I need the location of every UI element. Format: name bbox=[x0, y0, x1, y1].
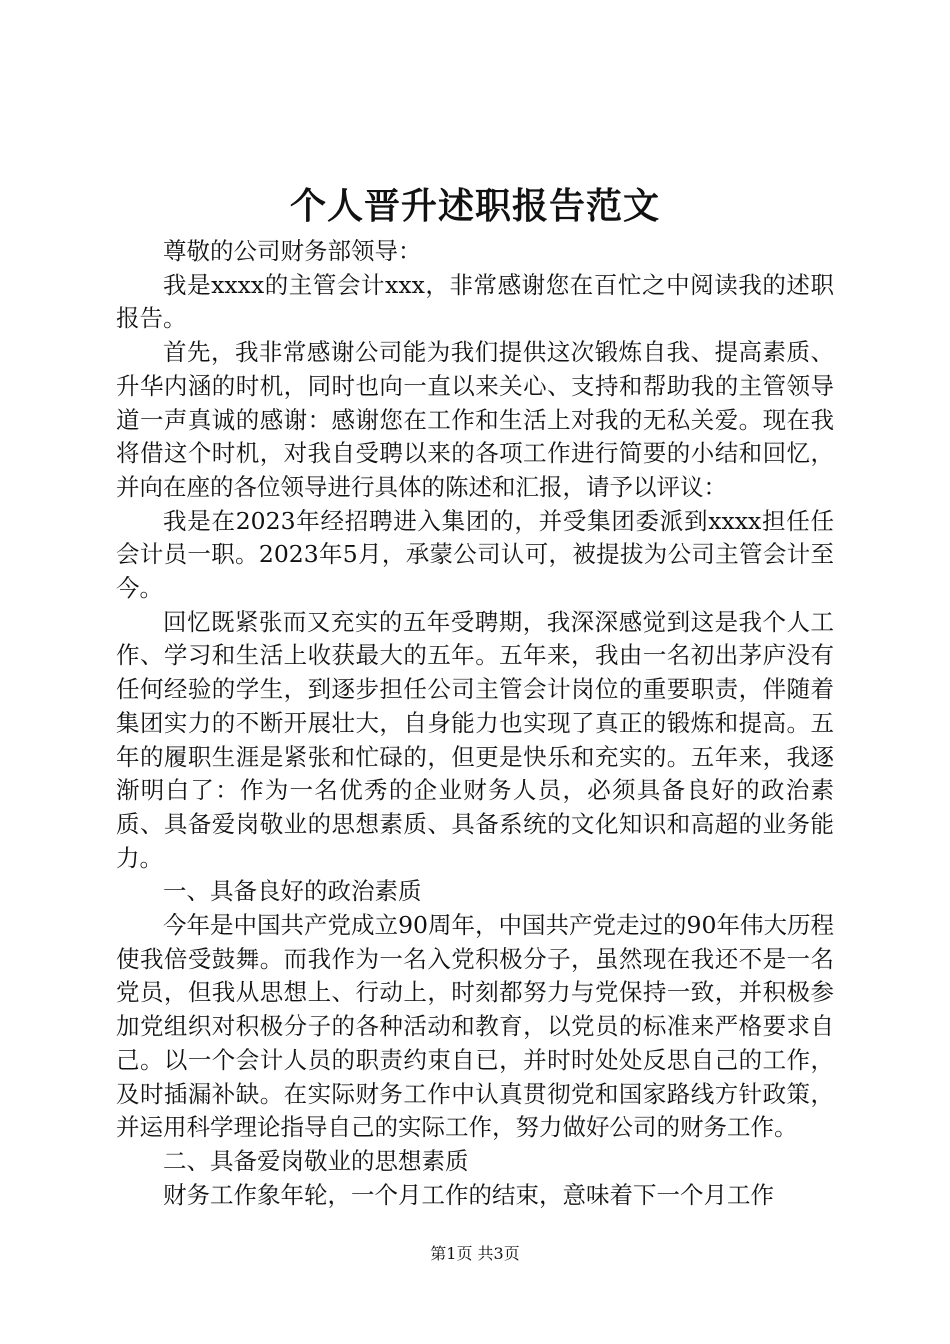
salutation-paragraph: 尊敬的公司财务部领导： bbox=[163, 237, 422, 265]
section-heading-2: 二、具备爱岗敬业的思想素质 bbox=[163, 1146, 469, 1175]
document-body bbox=[116, 235, 834, 1212]
intro-paragraph: 我是xxxx的主管会计xxx，非常感谢您在百忙之中阅读我的述职报告。 bbox=[116, 270, 834, 333]
page-footer: 第1页 共3页 bbox=[430, 1244, 520, 1263]
page-title: 个人晋升述职报告范文 bbox=[289, 185, 660, 227]
section-heading-1: 一、具备良好的政治素质 bbox=[163, 877, 422, 906]
work-ethic-paragraph: 财务工作象年轮，一个月工作的结束，意味着下一个月工作 bbox=[163, 1180, 774, 1209]
background-paragraph: 我是在2023年经招聘进入集团的，并受集团委派到xxxx担任任会计员一职。2023年5月，承蒙公司认可，被提拔为公司主管会计至今。 bbox=[116, 506, 834, 603]
review-paragraph: 回忆既紧张而又充实的五年受聘期，我深深感觉到这是我个人工作、学习和生活上收获最大的五年。五年来，我由一名初出茅庐没有任何经验的学生，到逐步担任公司主管会计岗位的重要职责，伴随着集团实力的不断开展壮大，自身能力也实现了真正的锻炼和提高。五年的履职生涯是紧张和忙碌的，但更是快乐和充实的。五年来，我逐渐明白了：作为一名优秀的企业财务人员，必须具备良好的政治素质、具备爱岗敬业的思想素质、具备系统的文化知识和高超的业务能力。 bbox=[116, 607, 834, 872]
thanks-paragraph: 首先，我非常感谢公司能为我们提供这次锻炼自我、提高素质、升华内涵的时机，同时也向一直以来关心、支持和帮助我的主管领导道一声真诚的感谢：感谢您在工作和生活上对我的无私关爱。现在我将借这个时机，对我自受聘以来的各项工作进行简要的小结和回忆，并向在座的各位领导进行具体的陈述和汇报，请予以评议： bbox=[116, 338, 834, 501]
political-quality-paragraph: 今年是中国共产党成立90周年，中国共产党走过的90年伟大历程使我倍受鼓舞。而我作为一名入党积极分子，虽然现在我还不是一名党员，但我从思想上、行动上，时刻都努力与党保持一致，并积极参加党组织对积极分子的各种活动和教育，以党员的标准来严格要求自己。以一个会计人员的职责约束自已，并时时处处反思自己的工作，及时插漏补缺。在实际财务工作中认真贯彻党和国家路线方针政策，并运用科学理论指导自己的实际工作，努力做好公司的财务工作。 bbox=[116, 911, 834, 1142]
